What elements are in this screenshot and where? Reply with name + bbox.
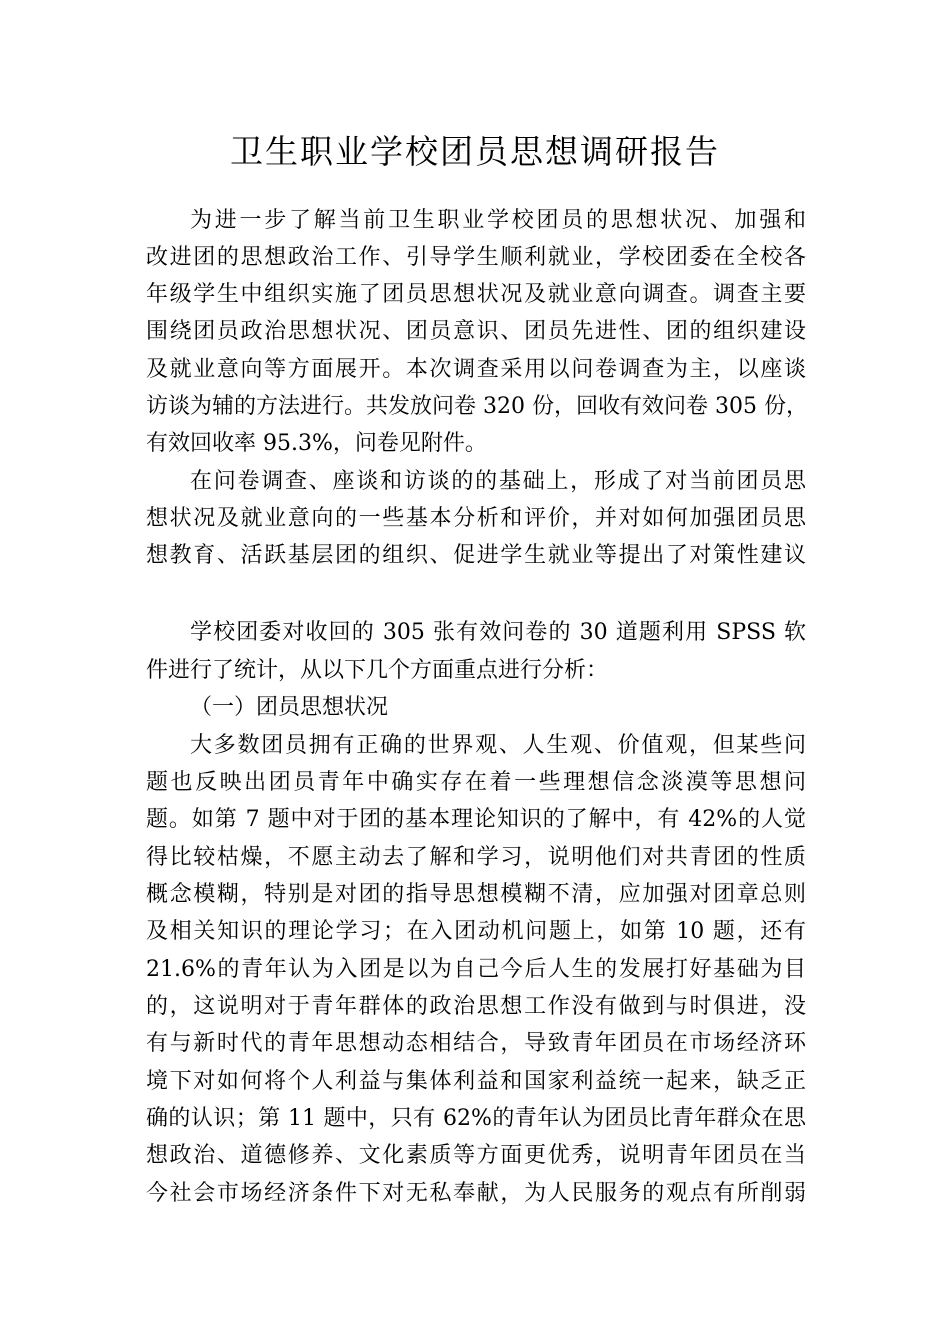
- paragraph-line: 学校团委对收回的 305 张有效问卷的 30 道题利用 SPSS 软: [190, 620, 806, 645]
- paragraph-line: 件进行了统计，从以下几个方面重点进行分析：: [146, 658, 609, 683]
- paragraph-line: 21.6%的青年认为入团是以为自己今后人生的发展打好基础为目: [146, 957, 806, 982]
- paragraph-line: 在问卷调查、座谈和访谈的的基础上，形成了对当前团员思: [190, 469, 806, 494]
- paragraph-line: 想教育、活跃基层团的组织、促进学生就业等提出了对策性建议: [146, 543, 806, 568]
- paragraph-line: 围绕团员政治思想状况、团员意识、团员先进性、团的组织建设: [146, 319, 806, 344]
- paragraph-line: 境下对如何将个人利益与集体利益和国家利益统一起来，缺乏正: [146, 1069, 806, 1094]
- document-title: 卫生职业学校团员思想调研报告: [230, 132, 720, 171]
- paragraph-line: 有与新时代的青年思想动态相结合，导致青年团员在市场经济环: [146, 1031, 806, 1056]
- paragraph-line: 想政治、道德修养、文化素质等方面更优秀，说明青年团员在当: [146, 1143, 806, 1168]
- paragraph-line: 的，这说明对于青年群体的政治思想工作没有做到与时俱进，没: [146, 994, 806, 1019]
- paragraph-line: 题也反映出团员青年中确实存在着一些理想信念淡漠等思想问: [146, 770, 806, 795]
- paragraph-line: 大多数团员拥有正确的世界观、人生观、价值观，但某些问: [190, 733, 806, 758]
- paragraph-line: 为进一步了解当前卫生职业学校团员的思想状况、加强和: [190, 208, 806, 233]
- section-heading: （一）团员思想状况: [190, 695, 389, 720]
- paragraph-line: 今社会市场经济条件下对无私奉献，为人民服务的观点有所削弱: [146, 1181, 806, 1206]
- paragraph-line: 有效回收率 95.3%，问卷见附件。: [146, 431, 487, 456]
- paragraph-line: 概念模糊，特别是对团的指导思想模糊不清，应加强对团章总则: [146, 882, 806, 907]
- paragraph-line: 年级学生中组织实施了团员思想状况及就业意向调查。调查主要: [146, 282, 806, 307]
- paragraph-line: 及相关知识的理论学习；在入团动机问题上，如第 10 题，还有: [146, 919, 806, 944]
- paragraph-line: 确的认识；第 11 题中，只有 62%的青年认为团员比青年群众在思: [146, 1106, 806, 1131]
- paragraph-line: 想状况及就业意向的一些基本分析和评价，并对如何加强团员思: [146, 506, 806, 531]
- paragraph-line: 访谈为辅的方法进行。共发放问卷 320 份，回收有效问卷 305 份，: [146, 394, 808, 419]
- paragraph-line: 得比较枯燥，不愿主动去了解和学习，说明他们对共青团的性质: [146, 845, 806, 870]
- paragraph-line: 改进团的思想政治工作、引导学生顺利就业，学校团委在全校各: [146, 245, 806, 270]
- paragraph-line: 及就业意向等方面展开。本次调查采用以问卷调查为主，以座谈: [146, 357, 806, 382]
- paragraph-line: 题。如第 7 题中对于团的基本理论知识的了解中，有 42%的人觉: [146, 807, 806, 832]
